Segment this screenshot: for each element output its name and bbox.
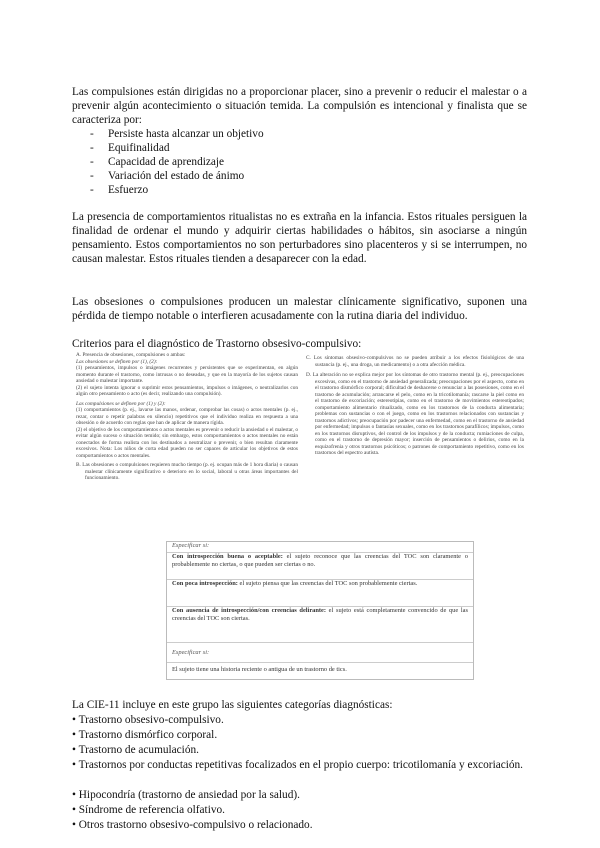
list-item: • Síndrome de referencia olfativo.: [72, 804, 225, 816]
specifier-poor-insight: Con poca introspección: el sujeto piensa que las creencias del TOC son probablemente ciertas.: [167, 579, 473, 606]
criteria-heading: Criterios para el diagnóstico de Trastorno obsesivo-compulsivo:: [72, 338, 362, 350]
obsession-1: (1) pensamientos, impulsos o imágenes recurrentes y persistentes que se experimentan, en algún momento durante el trastorno, como intrusas o no deseadas, y que en la mayoría de los sujetos causan ansiedad o malestar importante.: [76, 365, 298, 384]
list-item: • Trastorno obsesivo-compulsivo.: [72, 714, 224, 726]
list-item: • Hipocondría (trastorno de ansiedad por la salud).: [72, 789, 300, 801]
specifier-heading-tics: Especificar si:: [167, 642, 473, 662]
compulsions-definition: Las compulsiones se definen por (1) y (2):: [76, 400, 166, 407]
cie11-intro: La CIE-11 incluye en este grupo las siguientes categorías diagnósticas:: [72, 699, 393, 711]
obsessions-definition: Las obsesiones se definen por (1), (2):: [76, 358, 158, 365]
compulsion-2: (2) el objetivo de los comportamientos o actos mentales es prevenir o reducir la ansiedad o el malestar, o evitar algún suceso o situación temido; sin embargo, estos comportamientos o actos mentales no están conectados de forma realista con los destinados a neutralizar o prevenir, o bien resultan claramente excesivos. Nota: Los niños de corta edad pueden no ser capaces de articular los objetivos de estos comportamientos o actos mentales.: [76, 426, 298, 459]
criterion-b: B. Las obsesiones o compulsiones requieren mucho tiempo (p. ej. ocupan más de 1 hora diaria) o causan malestar clínicamente significativo o deterioro en lo social, laboral u otras áreas importantes del funcionamiento.: [76, 462, 298, 481]
obsession-2: (2) el sujeto intenta ignorar o suprimir estos pensamientos, impulsos o imágenes, o neutralizarlos con algún otro pensamiento o acto (es decir, realizando una compulsión).: [76, 384, 298, 397]
specifiers-box: [166, 541, 474, 680]
list-item: - Capacidad de aprendizaje: [90, 156, 225, 168]
criteria-right-column: [306, 355, 524, 457]
criterion-c: C. Los síntomas obsesivo-compulsivos no se pueden atribuir a los efectos fisiológicos de una sustancia (p. ej., una droga, un medicamento) o a otra afección médica.: [306, 355, 524, 368]
criterion-d: D. La alteración no se explica mejor por los síntomas de otro trastorno mental (p. ej., preocupaciones excesivas, como en el trastorno de ansiedad generalizada; preocupaciones por el aspecto, como en el trastorno dismórfico corporal; dificultad de deshacerse o renunciar a las posesiones, como en el trastorno de acumulación; arrancarse el pelo, como en la tricotilomanía; rascarse la piel como en el trastorno de excoriación; estereotipias, como en el trastorno de movimientos estereotipados; comportamiento alimentario ritualizado, como en los trastornos de la conducta alimentaria; problemas con sustancias o con el juego, como en los trastornos relacionados con sustancias y trastornos adictivos; preocupación por padecer una enfermedad, como en el trastorno de ansiedad por enfermedad; impulsos o fantasías sexuales, como en los trastornos parafílicos; impulsos, como en los trastornos disruptivos, del control de los impulsos y de la conducta; rumiaciones de culpa, como en el trastorno de depresión mayor; inserción de pensamientos o delirios, como en la esquizofrenia y otros trastornos psicóticos; o patrones de comportamiento repetitivo, como en los trastornos del espectro autista.: [306, 372, 524, 456]
paragraph-compulsions: Las compulsiones están dirigidas no a proporcionar placer, sino a prevenir o reducir el malestar o a prevenir algún acontecimiento o situación temida. La compulsión es intencional y finalista que se caracteriza por:: [72, 86, 527, 127]
list-item: - Persiste hasta alcanzar un objetivo: [90, 128, 264, 140]
list-item: • Trastornos por conductas repetitivas focalizados en el propio cuerpo: tricotilomanía y excoriación.: [72, 759, 523, 771]
paragraph-clinical-distress: Las obsesiones o compulsiones producen un malestar clínicamente significativo, suponen una pérdida de tiempo notable o interfieren acusadamente con la rutina diaria del individuo.: [72, 296, 527, 323]
specifier-absent-insight: Con ausencia de introspección/con creencias delirante: el sujeto está completamente convencido de que las creencias del TOC son ciertas.: [167, 606, 473, 642]
list-item: - Variación del estado de ánimo: [90, 170, 245, 182]
specifier-tics: El sujeto tiene una historia reciente o antigua de un trastorno de tics.: [167, 662, 473, 678]
criterion-a-title: A. Presencia de obsesiones, compulsiones o ambas:: [76, 352, 186, 358]
compulsion-1: (1) comportamientos (p. ej., lavarse las manos, ordenar, comprobar las cosas) o actos mentales (p. ej., rezar, contar o repetir palabras en silencio) repetitivos que el individuo realiza en respuesta a una obsesión o de acuerdo con reglas que han de aplicar de manera rígida.: [76, 407, 298, 426]
specifier-heading: Especificar si:: [172, 542, 210, 549]
list-item: - Equifinalidad: [90, 142, 170, 154]
specifier-good-insight: Con introspección buena o aceptable: el sujeto reconoce que las creencias del TOC son claramente o probablemente no ciertas, o que pueden ser ciertas o no.: [167, 552, 473, 579]
list-item: • Trastorno dismórfico corporal.: [72, 729, 218, 741]
paragraph-childhood-rituals: La presencia de comportamientos ritualistas no es extraña en la infancia. Estos rituales persiguen la finalidad de ordenar el mundo y adquirir ciertas habilidades o hábitos, sin asociarse a ningún pensamiento. Estos comportamientos no son perturbadores sino placenteros y si se interrumpen, no causan malestar. Estos rituales tienden a desaparecer con la edad.: [72, 211, 527, 266]
criteria-left-column: [76, 352, 298, 482]
list-item: • Trastorno de acumulación.: [72, 744, 199, 756]
list-item: - Esfuerzo: [90, 184, 149, 196]
list-item: • Otros trastorno obsesivo-compulsivo o relacionado.: [72, 819, 313, 831]
